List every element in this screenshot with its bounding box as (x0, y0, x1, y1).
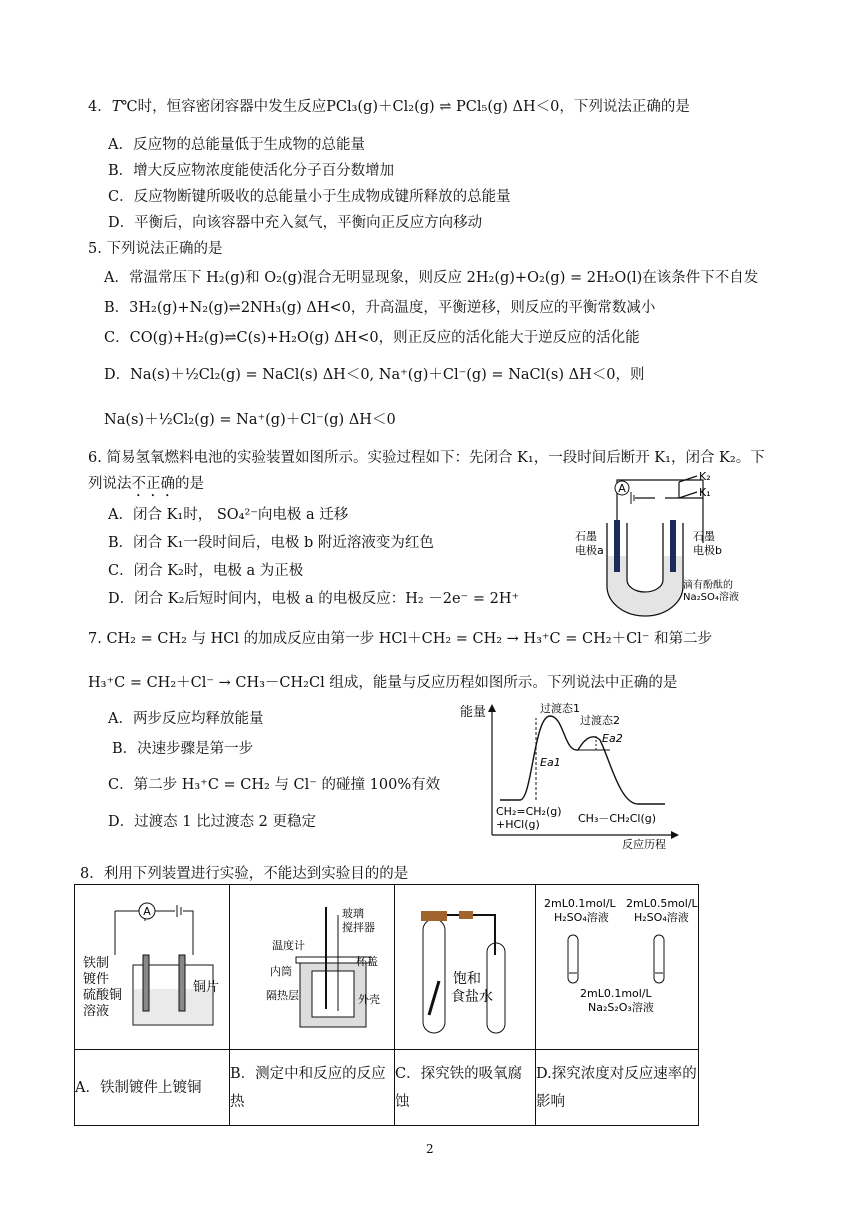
figure-cell-d (536, 885, 699, 1050)
electrode-b (670, 520, 676, 572)
q4-stem: 4．T℃时，恒容密闭容器中发生反应PCl₃(g)＋Cl₂(g) ⇌ PCl₅(g) ΔH＜0，下列说法正确的是 (88, 99, 690, 115)
ts1-label: 过渡态1 (540, 702, 580, 715)
figure-cell-c (395, 885, 536, 1050)
inner-label: 内筒 (270, 965, 292, 978)
inner-cup (312, 971, 354, 1017)
q6-stem-line1: 6. 简易氢氧燃料电池的实验装置如图所示。实验过程如下：先闭合 K₁，一段时间后断开 K₁，闭合 K₂。下 (88, 450, 765, 466)
iron-label-2: 镀件 (83, 972, 110, 987)
q7-option-a: A．两步反应均释放能量 (108, 711, 264, 727)
bottom-sol-label: Na₂S₂O₃溶液 (588, 1001, 654, 1014)
calorimeter-figure (230, 885, 394, 1045)
tube-left (568, 935, 578, 983)
q7-option-d: D．过渡态 1 比过渡态 2 更稳定 (108, 814, 317, 830)
stirrer-label-1: 玻璃 (342, 907, 364, 920)
fuel-cell-figure (575, 468, 745, 618)
q7-stem-line1: 7. CH₂ = CH₂ 与 HCl 的加成反应由第一步 HCl＋CH₂ = CH₂ → H₃⁺C = CH₂＋Cl⁻ 和第二步 (88, 631, 713, 647)
q7-stem-line2: H₃⁺C = CH₂＋Cl⁻ → CH₃－CH₂Cl 组成，能量与反应历程如图所示。下列说法中正确的是 (88, 675, 678, 691)
ammeter-label-a: A (143, 905, 151, 918)
figure-cell-a (75, 885, 230, 1050)
stopper (421, 911, 447, 921)
q4-option-d: D．平衡后，向该容器中充入氦气，平衡向正反应方向移动 (108, 215, 483, 231)
reactant-label-2: +HCl(g) (496, 818, 540, 831)
iron-nail (429, 981, 439, 1015)
lid-label: 杯盖 (356, 955, 378, 968)
energy-curve (500, 716, 665, 804)
q5-option-d: D．Na(s)＋½Cl₂(g) = NaCl(s) ΔH＜0, Na⁺(g)＋Cl⁻(g) = NaCl(s) ΔH＜0，则 (104, 367, 645, 383)
q8-table (74, 884, 699, 1126)
switch-k2-label: K₂ (699, 470, 711, 483)
brine-label-1: 饱和 (453, 971, 481, 987)
switch-k1-label: K₁ (699, 486, 711, 499)
electroplating-figure (75, 885, 229, 1045)
circuit-wires (617, 476, 703, 543)
q5-option-b: B．3H₂(g)+N₂(g)⇌2NH₃(g) ΔH<0，升高温度，平衡逆移，则反应的平衡常数减小 (104, 300, 656, 316)
bottom-conc-label: 2mL0.1mol/L (580, 987, 652, 1000)
q5-option-d-cont: Na(s)＋½Cl₂(g) = Na⁺(g)＋Cl⁻(g) ΔH＜0 (104, 412, 396, 428)
x-axis-label: 反应历程 (622, 838, 666, 850)
caption-c: C．探究铁的吸氧腐蚀 (395, 1050, 536, 1126)
test-tube-2 (487, 943, 505, 1033)
right-conc-label: 2mL0.5mol/L (626, 897, 698, 910)
electrode-a (614, 520, 620, 572)
caption-d: D.探究浓度对反应速率的影响 (536, 1050, 699, 1126)
iron-label-1: 铁制 (83, 956, 110, 971)
electrode-b-label-2: 电极b (693, 544, 722, 557)
rate-figure (536, 885, 698, 1045)
ammeter-label: A (618, 482, 626, 495)
q6-option-d: D．闭合 K₂后短时间内，电极 a 的电极反应：H₂ －2e⁻ = 2H⁺ (108, 591, 520, 607)
q4-option-c: C．反应物断键所吸收的总能量小于生成物成键所释放的总能量 (108, 189, 511, 205)
electrode-a-label-2: 电极a (575, 544, 604, 557)
corrosion-figure (395, 885, 535, 1045)
iron-piece (143, 955, 149, 1011)
copper-label: 铜片 (193, 980, 220, 995)
brine-label-2: 食盐水 (451, 989, 493, 1005)
emphasis-dots-text: 不正确 (131, 476, 175, 492)
q6-option-c: C．闭合 K₂时，电极 a 为正极 (108, 563, 304, 579)
solution-label-1: 滴有酚酞的 (683, 580, 733, 591)
electrode-a-label-1: 石墨 (575, 530, 597, 543)
solution-label-a1: 硫酸铜 (83, 988, 123, 1003)
left-sol-label: H₂SO₄溶液 (554, 911, 609, 924)
solution-label-a2: 溶液 (83, 1004, 110, 1019)
test-tube-1 (423, 919, 445, 1033)
q7-option-c: C．第二步 H₃⁺C = CH₂ 与 Cl⁻ 的碰撞 100%有效 (108, 777, 441, 793)
thermo-label: 温度计 (272, 939, 305, 952)
ea1-label: Ea1 (540, 756, 561, 769)
right-sol-label: H₂SO₄溶液 (634, 911, 689, 924)
q5-option-c: C．CO(g)+H₂(g)⇌C(s)+H₂O(g) ΔH<0，则正反应的活化能大于逆反应的活化能 (104, 330, 640, 346)
stirrer-label-2: 搅拌器 (342, 921, 375, 934)
energy-diagram (460, 700, 680, 850)
q5-option-a: A．常温常压下 H₂(g)和 O₂(g)混合无明显现象，则反应 2H₂(g)+O₂(g) = 2H₂O(l)在该条件下不自发 (104, 270, 759, 286)
q4-option-a: A．反应物的总能量低于生成物的总能量 (108, 137, 365, 153)
caption-b: B．测定中和反应的反应热 (230, 1050, 395, 1126)
q5-stem: 5. 下列说法正确的是 (88, 241, 223, 257)
q6-stem-line2: 列说法不正确的是 (88, 476, 204, 492)
solution-label-2: Na₂SO₄溶液 (683, 592, 739, 603)
y-axis-label: 能量 (460, 705, 487, 720)
tube-right (654, 935, 664, 983)
q7-option-b: B．决速步骤是第一步 (112, 741, 254, 757)
left-conc-label: 2mL0.1mol/L (544, 897, 616, 910)
electrode-b-label-1: 石墨 (693, 530, 715, 543)
figure-cell-b (230, 885, 395, 1050)
page-number: 2 (426, 1142, 434, 1156)
caption-a: A．铁制镀件上镀铜 (75, 1050, 230, 1126)
q6-option-a: A．闭合 K₁时， SO₄²⁻向电极 a 迁移 (108, 507, 349, 523)
q6-option-b: B．闭合 K₁一段时间后，电极 b 附近溶液变为红色 (108, 535, 434, 551)
ts2-label: 过渡态2 (580, 714, 620, 727)
copper-plate (179, 955, 185, 1011)
reactant-label-1: CH₂=CH₂(g) (496, 805, 562, 818)
shell-label: 外壳 (358, 993, 380, 1006)
q4-option-b: B．增大反应物浓度能使活化分子百分数增加 (108, 163, 395, 179)
product-label: CH₃－CH₂Cl(g) (578, 812, 657, 825)
insul-label: 隔热层 (266, 989, 299, 1002)
q8-stem: 8．利用下列装置进行实验，不能达到实验目的的是 (80, 866, 409, 882)
ea2-label: Ea2 (602, 732, 623, 745)
